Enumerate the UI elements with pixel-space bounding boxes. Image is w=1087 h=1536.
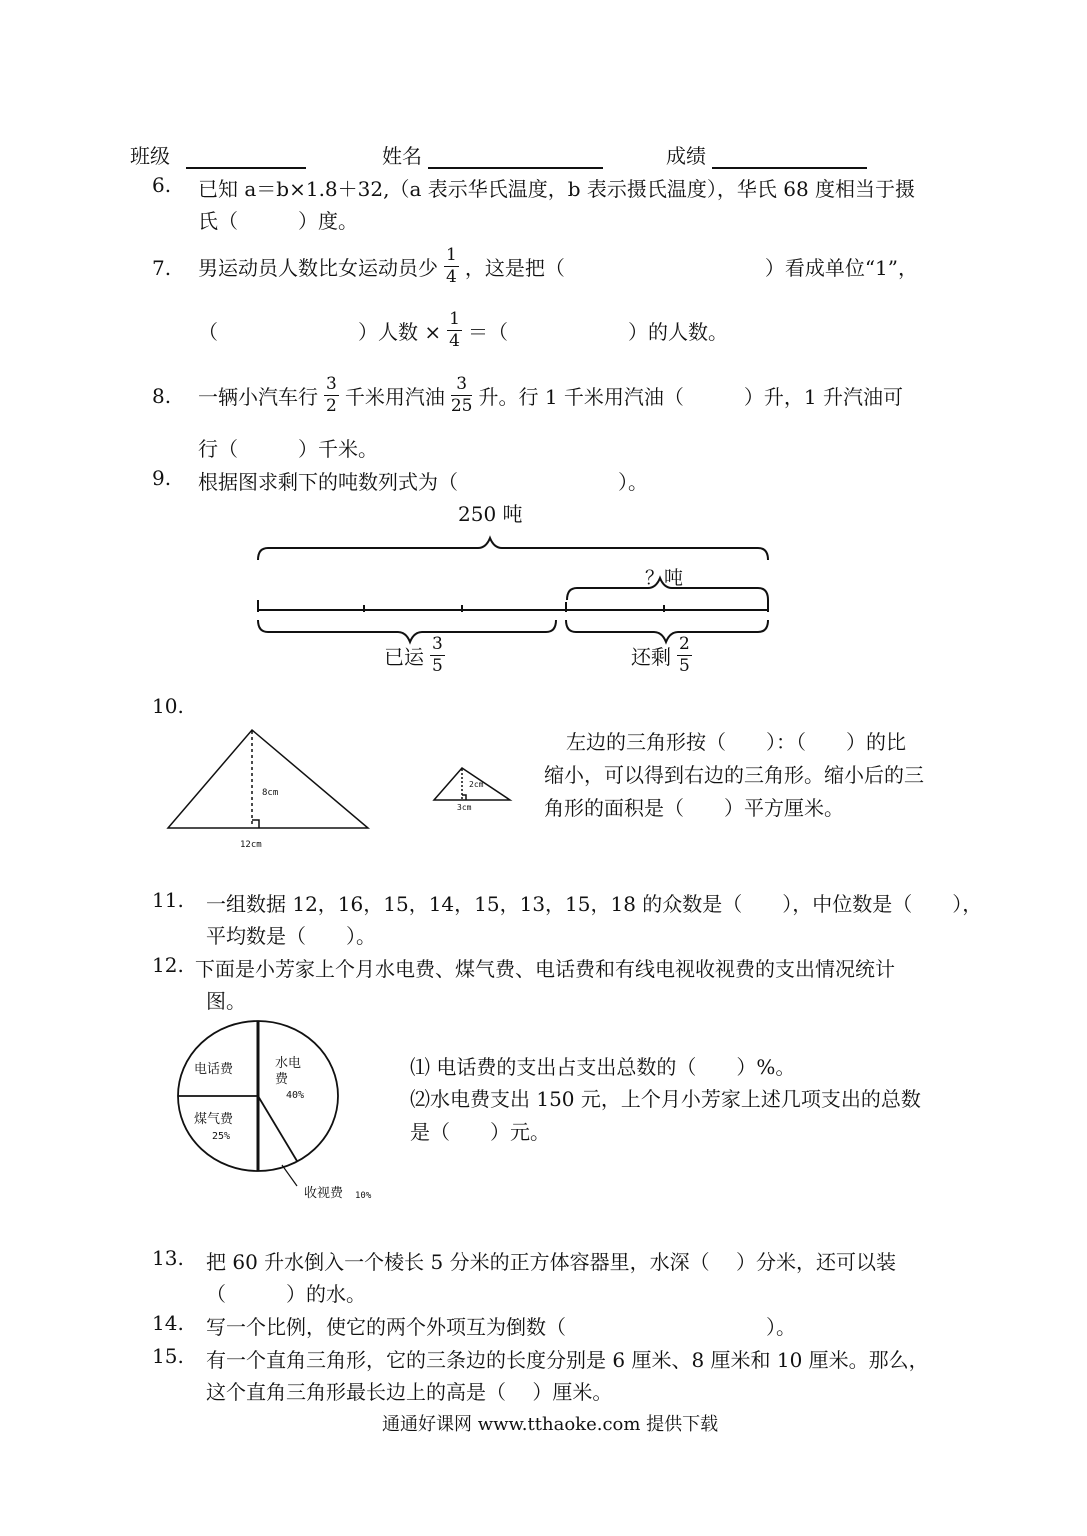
q7-text-b: ，这是把（ ）看成单位“1”，: [464, 255, 919, 280]
q10-number: 10.: [152, 694, 184, 718]
pie-tv-pct: 10%: [355, 1191, 372, 1201]
pie-phone-label: 电话费: [194, 1062, 234, 1077]
pie-gas-pct: 25%: [212, 1131, 231, 1142]
q8-text-c: 升。行 1 千米用汽油（ ）升，1 升汽油可: [478, 384, 903, 409]
name-label: 姓名: [382, 144, 422, 168]
q14-text: 写一个比例，使它的两个外项互为倒数（ ）。: [206, 1315, 796, 1339]
q12-line2: 图。: [206, 989, 246, 1013]
small-height-label: 2cm: [469, 780, 484, 789]
q8-line2: 行（ ）千米。: [198, 437, 378, 461]
score-label: 成绩: [666, 144, 706, 168]
big-base-label: 12cm: [240, 840, 262, 850]
q8-fraction-1: $\frac{3}{2}$: [326, 373, 337, 416]
q13-line2: （ ）的水。: [206, 1282, 366, 1306]
q6-line1: 已知 a＝b×1.8＋32,（a 表示华氏温度，b 表示摄氏温度），华氏 68 度相当于摄: [198, 177, 916, 201]
q12-sub2a: ⑵水电费支出 150 元，上个月小芳家上述几项支出的总数: [410, 1087, 921, 1111]
q7-text-d: ＝（ ）的人数。: [467, 319, 728, 344]
q13-line1: 把 60 升水倒入一个棱长 5 分米的正方体容器里，水深（ ）分米，还可以装: [206, 1250, 896, 1274]
big-height-label: 8cm: [262, 788, 279, 798]
q7-number: 7.: [152, 256, 172, 280]
q9-number: 9.: [152, 466, 172, 490]
pie-water-label-a: 水电: [275, 1056, 302, 1071]
q8-text-a: 一辆小汽车行: [198, 384, 318, 409]
q15-line2: 这个直角三角形最长边上的高是（ ）厘米。: [206, 1380, 613, 1404]
shipped-fraction: $\frac{3}{5}$: [432, 633, 443, 676]
q10-line3: 角形的面积是（ ）平方厘米。: [544, 796, 844, 820]
remain-fraction: $\frac{2}{5}$: [679, 633, 690, 676]
q10-line1: 左边的三角形按（ ）：（ ）的比: [566, 730, 906, 754]
pie-tv-label: 收视费: [304, 1186, 344, 1201]
tv-pointer: [282, 1165, 297, 1186]
remain-label: 还剩: [631, 644, 671, 669]
q15-line1: 有一个直角三角形，它的三条边的长度分别是 6 厘米、8 厘米和 10 厘米。那么，: [206, 1348, 929, 1372]
q7-text-c: （ ）人数 ×: [198, 319, 442, 344]
q9-text: 根据图求剩下的吨数列式为（ ）。: [198, 470, 648, 494]
q11-line2: 平均数是（ ）。: [206, 924, 376, 948]
q12-sub1: ⑴ 电话费的支出占支出总数的（ ）%。: [410, 1055, 796, 1079]
q8-text-b: 千米用汽油: [344, 384, 445, 409]
q12-line1: 下面是小芳家上个月水电费、煤气费、电话费和有线电视收视费的支出情况统计: [195, 957, 895, 981]
q14-number: 14.: [152, 1311, 184, 1335]
q12-sub2b: 是（ ）元。: [410, 1120, 550, 1144]
q11-number: 11.: [152, 888, 184, 912]
small-base-label: 3cm: [457, 803, 472, 812]
shipped-label: 已运: [384, 644, 424, 669]
q8-fraction-2: $\frac{3}{25}$: [450, 373, 473, 416]
q7-fraction: $\frac{1}{4}$: [446, 244, 457, 287]
q9-total-label: 250 吨: [458, 502, 523, 526]
q11-line1: 一组数据 12，16，15，14，15，13，15，18 的众数是（ ），中位数是（ ），: [206, 892, 983, 916]
q12-number: 12.: [152, 953, 184, 977]
pie-gas-label: 煤气费: [194, 1112, 234, 1127]
class-label: 班级: [130, 144, 170, 168]
q8-number: 8.: [152, 384, 172, 408]
q13-number: 13.: [152, 1246, 184, 1270]
q10-line2: 缩小，可以得到右边的三角形。缩小后的三: [544, 763, 924, 787]
pie-divider-tv: [258, 1096, 297, 1161]
footer-text: 通通好课网 www.tthaoke.com 提供下载: [382, 1414, 719, 1435]
q7-text-a: 男运动员人数比女运动员少: [198, 255, 438, 280]
pie-water-pct: 40%: [286, 1090, 305, 1101]
q7-fraction-2: $\frac{1}{4}$: [449, 308, 460, 351]
pie-water-label-b: 费: [275, 1072, 289, 1087]
q15-number: 15.: [152, 1344, 184, 1368]
q6-number: 6.: [152, 173, 172, 197]
q6-line2: 氏（ ）度。: [198, 209, 358, 233]
q9-unknown-label: ？吨: [645, 567, 684, 589]
